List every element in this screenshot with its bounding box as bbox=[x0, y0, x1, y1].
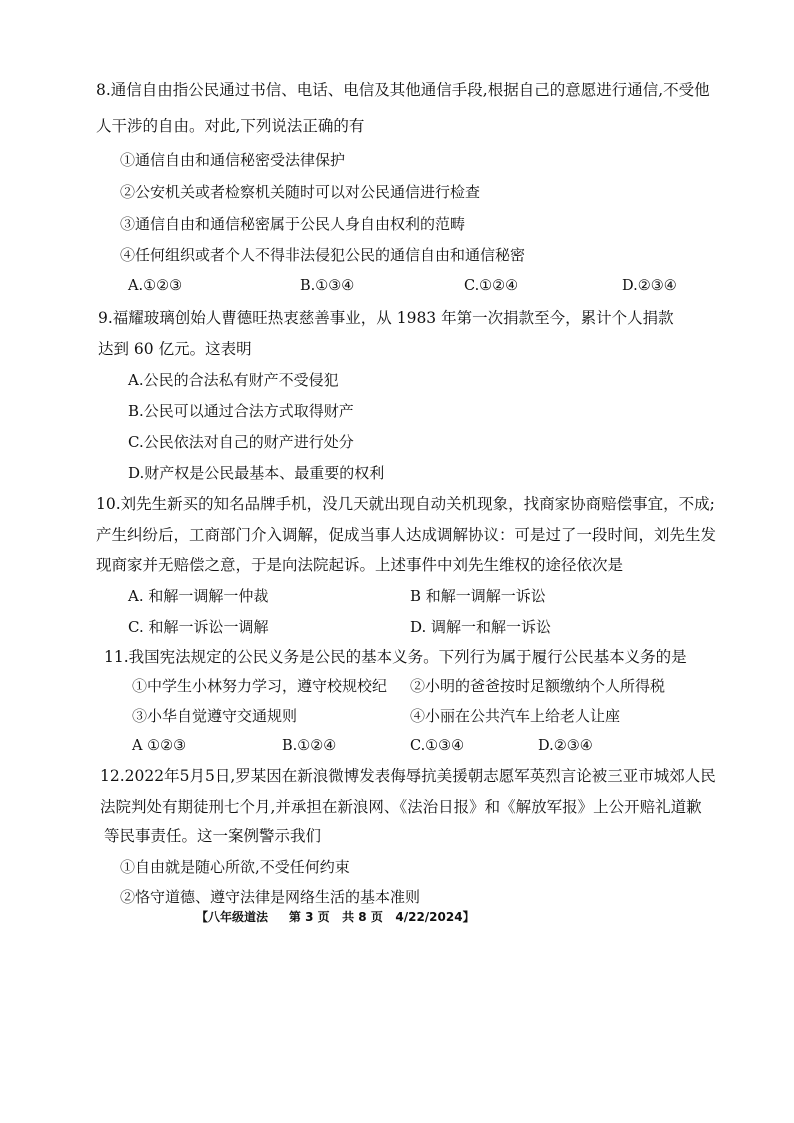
q9-stem-line2: 达到 60 亿元。这表明 bbox=[98, 340, 252, 358]
q8-stem-line1: 8.通信自由指公民通过书信、电话、电信及其他通信手段,根据自己的意愿进行通信,不受他 bbox=[96, 81, 710, 99]
q9-choice-c: C.公民依法对自己的财产进行处分 bbox=[128, 433, 354, 451]
q11-stem: 11.我国宪法规定的公民义务是公民的基本义务。下列行为属于履行公民基本义务的是 bbox=[104, 648, 687, 666]
q11-item-2: ②小明的爸爸按时足额缴纳个人所得税 bbox=[410, 677, 666, 695]
q10-choice-b: B 和解一调解一诉讼 bbox=[410, 587, 546, 605]
q11-item-3: ③小华自觉遵守交通规则 bbox=[132, 707, 298, 725]
q12-stem-line1: 12.2022年5月5日,罗某因在新浪微博发表侮辱抗美援朝志愿军英烈言论被三亚市城郊人民 bbox=[100, 767, 716, 785]
q8-choice-a: A.①②③ bbox=[128, 278, 183, 294]
q8-item-3: ③通信自由和通信秘密属于公民人身自由权利的范畴 bbox=[120, 215, 466, 233]
page-footer: 【八年级道法 第 3 页 共 8 页 4/22/2024】 bbox=[196, 910, 475, 924]
q11-choice-c: C.①③④ bbox=[410, 738, 465, 754]
q8-item-4: ④任何组织或者个人不得非法侵犯公民的通信自由和通信秘密 bbox=[120, 246, 526, 264]
q10-choice-d: D. 调解一和解一诉讼 bbox=[410, 618, 552, 636]
q12-stem-line3: 等民事责任。这一案例警示我们 bbox=[104, 827, 322, 845]
q8-choice-c: C.①②④ bbox=[464, 278, 519, 294]
q9-stem-line1: 9.福耀玻璃创始人曹德旺热衷慈善事业，从 1983 年第一次捐款至今，累计个人捐款 bbox=[98, 309, 674, 327]
q12-item-1: ①自由就是随心所欲,不受任何约束 bbox=[120, 858, 350, 876]
q9-choice-b: B.公民可以通过合法方式取得财产 bbox=[128, 402, 354, 420]
q10-choice-c: C. 和解一诉讼一调解 bbox=[128, 618, 269, 636]
q11-item-4: ④小丽在公共汽车上给老人让座 bbox=[410, 707, 621, 725]
q11-item-1: ①中学生小林努力学习，遵守校规校纪 bbox=[132, 677, 388, 695]
q8-stem-line2: 人干涉的自由。对此,下列说法正确的有 bbox=[96, 117, 365, 135]
q11-choice-b: B.①②④ bbox=[282, 738, 337, 754]
q10-stem-line2: 产生纠纷后，工商部门介入调解，促成当事人达成调解协议：可是过了一段时间，刘先生发 bbox=[96, 526, 717, 544]
q8-choice-b: B.①③④ bbox=[300, 278, 355, 294]
q11-choice-a: A ①②③ bbox=[132, 738, 187, 754]
q8-choice-d: D.②③④ bbox=[622, 278, 677, 294]
q12-item-2: ②恪守道德、遵守法律是网络生活的基本准则 bbox=[120, 888, 421, 906]
q10-choice-a: A. 和解一调解一仲裁 bbox=[128, 587, 269, 605]
q11-choice-d: D.②③④ bbox=[538, 738, 593, 754]
q10-stem-line1: 10.刘先生新买的知名品牌手机，没几天就出现自动关机现象，找商家协商赔偿事宜，不成; bbox=[96, 495, 715, 513]
q10-stem-line3: 现商家并无赔偿之意，于是向法院起诉。上述事件中刘先生维权的途径依次是 bbox=[96, 556, 624, 574]
q9-choice-a: A.公民的合法私有财产不受侵犯 bbox=[128, 371, 339, 389]
q12-stem-line2: 法院判处有期徒刑七个月,并承担在新浪网、《法治日报》和《解放军报》上公开赔礼道歉 bbox=[100, 798, 702, 816]
q8-item-1: ①通信自由和通信秘密受法律保护 bbox=[120, 151, 346, 169]
q8-item-2: ②公安机关或者检察机关随时可以对公民通信进行检查 bbox=[120, 183, 481, 201]
q9-choice-d: D.财产权是公民最基本、最重要的权利 bbox=[128, 464, 385, 482]
